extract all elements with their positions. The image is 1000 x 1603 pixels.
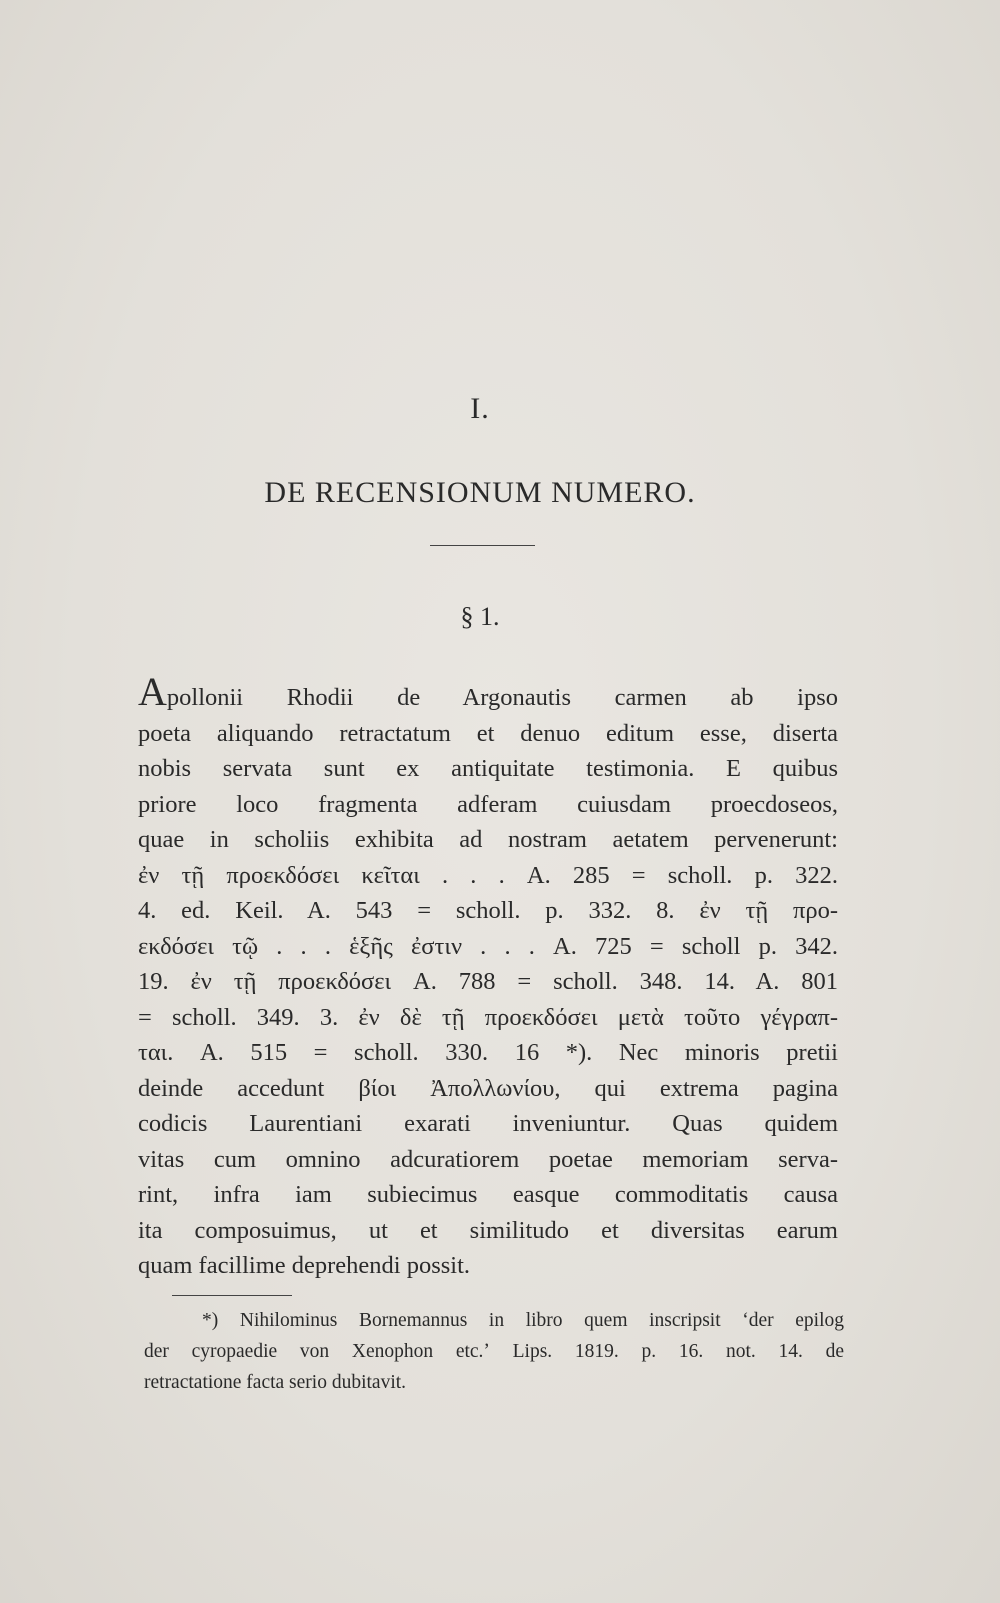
footnote-line: der cyropaedie von Xenophon etc.ʼ Lips. 1819. p. 16. not. 14. de <box>144 1341 844 1362</box>
footnote <box>144 1305 844 1398</box>
text-line: 19. ἐν τῇ προεκδόσει A. 788 = scholl. 348. 14. A. 801 <box>138 968 838 995</box>
text-line: quam facillime deprehendi possit. <box>138 1252 471 1279</box>
footnote-divider <box>172 1295 292 1296</box>
text-line: poeta aliquando retractatum et denuo editum esse, diserta <box>138 719 838 747</box>
text-line: ἐν τῇ προεκδόσει κεῖται . . . A. 285 = scholl. p. 322. <box>138 861 838 889</box>
section-heading: § 1. <box>460 602 500 631</box>
text-line: Apollonii Rhodii de Argonautis carmen ab ipso <box>138 669 838 714</box>
text-line: ται. A. 515 = scholl. 330. 16 *). Nec minoris pretii <box>138 1039 838 1066</box>
text-line: ita composuimus, ut et similitudo et diversitas earum <box>138 1216 838 1244</box>
text-line: rint, infra iam subiecimus easque commoditatis causa <box>138 1181 838 1208</box>
drop-cap: A <box>138 669 167 714</box>
body-paragraph <box>138 669 838 1284</box>
text-line: εκδόσει τῷ . . . ἑξῆς ἐστιν . . . A. 725 = scholl p. 342. <box>138 932 838 960</box>
text-line: = scholl. 349. 3. ἐν δὲ τῇ προεκδόσει μετὰ τοῦτο γέγραπ- <box>138 1003 838 1031</box>
text-line: nobis servata sunt ex antiquitate testimonia. E quibus <box>138 755 838 782</box>
text-line: 4. ed. Keil. A. 543 = scholl. p. 332. 8. ἐν τῇ προ- <box>138 897 838 924</box>
text-line: deinde accedunt βίοι Ἀπολλωνίου, qui extrema pagina <box>138 1074 838 1102</box>
footnote-line: retractatione facta serio dubitavit. <box>144 1372 407 1393</box>
text-line: priore loco fragmenta adferam cuiusdam proecdoseos, <box>138 790 838 818</box>
chapter-number: I. <box>470 392 490 425</box>
footnote-line: *) Nihilominus Bornemannus in libro quem inscripsit ʻder epilog <box>202 1310 844 1331</box>
text-line: vitas cum omnino adcuratiorem poetae memoriam serva- <box>138 1145 838 1173</box>
chapter-title: DE RECENSIONUM NUMERO. <box>264 476 696 509</box>
text-line: codicis Laurentiani exarati inveniuntur. Quas quidem <box>138 1110 838 1137</box>
title-divider <box>430 545 535 546</box>
text-line: quae in scholiis exhibita ad nostram aetatem pervenerunt: <box>138 826 838 853</box>
